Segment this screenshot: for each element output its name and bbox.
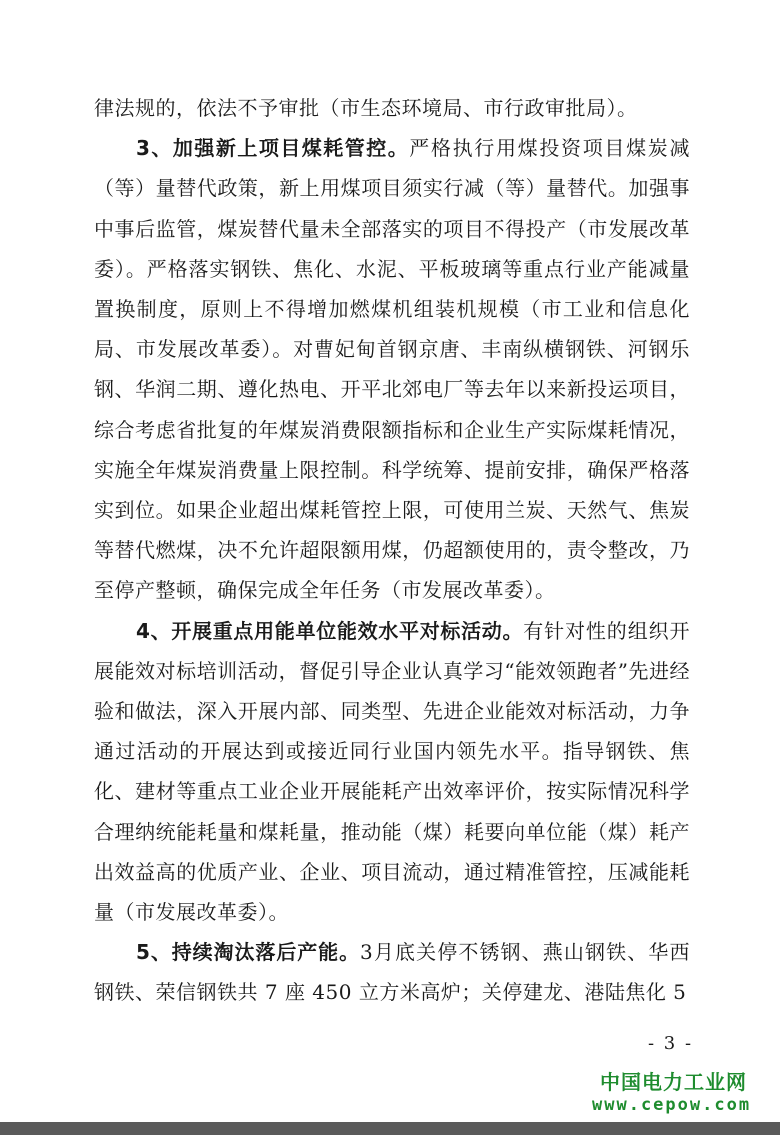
section-5-paragraph bbox=[94, 932, 690, 1012]
section-4-heading: 4、开展重点用能单位能效水平对标活动。 bbox=[136, 618, 524, 643]
viewer-bottom-bar bbox=[0, 1122, 780, 1135]
watermark-site-name: 中国电力工业网 bbox=[600, 1070, 747, 1094]
section-5-body: 3月底关停不锈钢、燕山钢铁、华西钢铁、荣信钢铁共 7 座 450 立方米高炉；关停建龙、港陆焦化 5 bbox=[94, 940, 690, 1005]
section-5-heading: 5、持续淘汰落后产能。 bbox=[136, 940, 361, 965]
watermark-site-url: www.cepow.com bbox=[592, 1095, 752, 1115]
section-3-body: 严格执行用煤投资项目煤炭减（等）量替代政策，新上用煤项目须实行减（等）量替代。加强事中事后监管，煤炭替代量未全部落实的项目不得投产（市发展改革委）。严格落实钢铁、焦化、水泥、平板玻璃等重点行业产能减量置换制度，原则上不得增加燃煤机组装机规模（市工业和信息化局、市发展改革委）。对曹妃甸首钢京唐、丰南纵横钢铁、河钢乐钢、华润二期、遵化热电、开平北郊电厂等去年以来新投运项目，综合考虑省批复的年煤炭消费限额指标和企业生产实际煤耗情况，实施全年煤炭消费量上限控制。科学统筹、提前安排，确保严格落实到位。如果企业超出煤耗管控上限，可使用兰炭、天然气、焦炭等替代燃煤，决不允许超限额用煤，仍超额使用的，责令整改，乃至停产整顿，确保完成全年任务（市发展改革委）。 bbox=[94, 136, 690, 603]
document-body bbox=[94, 88, 690, 1013]
section-4-body: 有针对性的组织开展能效对标培训活动，督促引导企业认真学习“能效领跑者”先进经验和做法，深入开展内部、同类型、先进企业能效对标活动，力争通过活动的开展达到或接近同行业国内领先水平。指导钢铁、焦化、建材等重点工业企业开展能耗产出效率评价，按实际情况科学合理纳统能耗量和煤耗量，推动能（煤）耗要向单位能（煤）耗产出效益高的优质产业、企业、项目流动，通过精准管控，压减能耗量（市发展改革委）。 bbox=[94, 618, 690, 925]
section-4-paragraph bbox=[94, 611, 690, 933]
section-3-heading: 3、加强新上项目煤耗管控。 bbox=[136, 136, 410, 161]
section-3-paragraph bbox=[94, 128, 690, 610]
page-number: - 3 - bbox=[648, 1033, 694, 1054]
continuation-paragraph: 律法规的，依法不予审批（市生态环境局、市行政审批局）。 bbox=[94, 96, 638, 120]
